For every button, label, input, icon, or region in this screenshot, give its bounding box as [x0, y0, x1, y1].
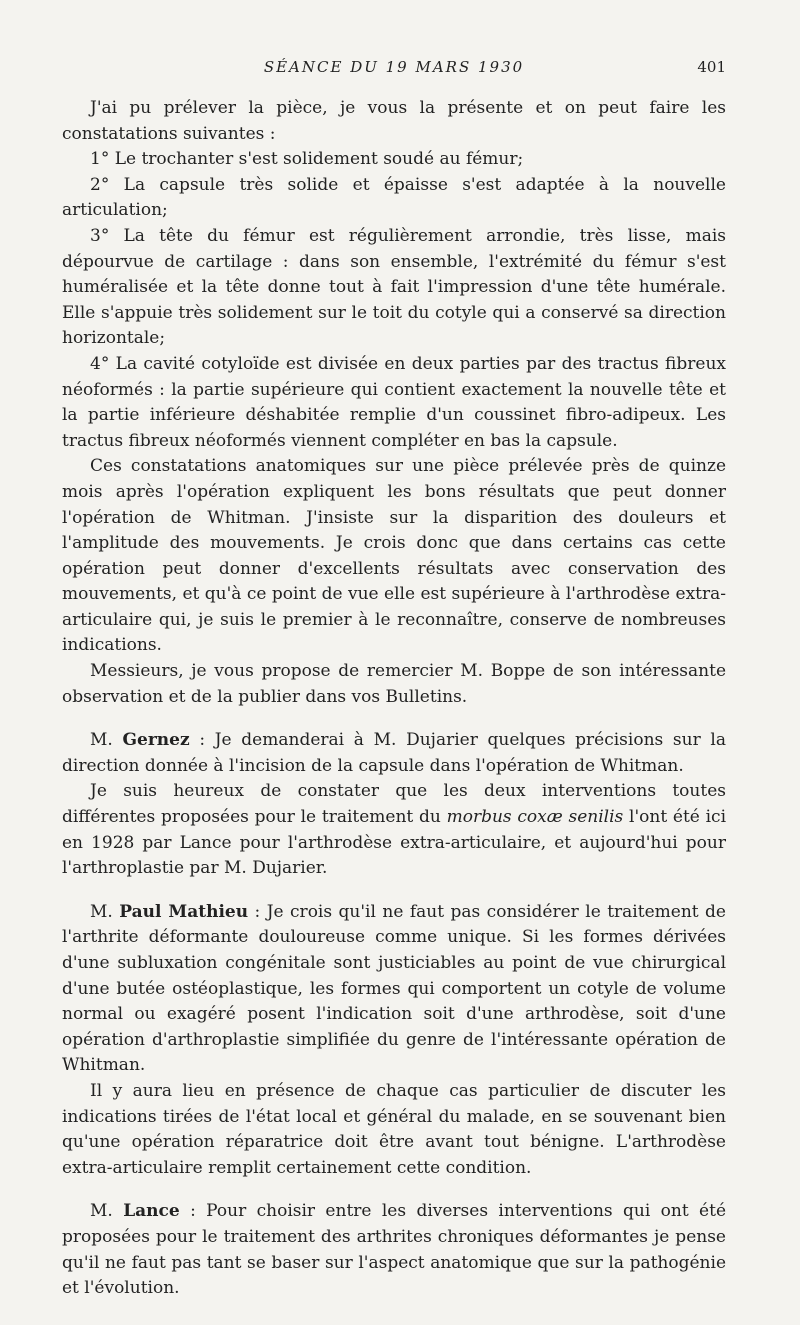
speaker-prefix: M.: [90, 730, 123, 751]
mathieu-intervention: [62, 900, 726, 1079]
lance-intervention: [62, 1199, 726, 1301]
page: [62, 58, 726, 1302]
running-title: SÉANCE DU 19 MARS 1930: [263, 58, 525, 76]
latin-term: morbus coxæ senilis: [446, 807, 624, 828]
section-spacer: [62, 1181, 726, 1199]
paragraph-conclusion: Messieurs, je vous propose de remercier M. Boppe de son intéressante observation et de la publier dans vos Bulletins.: [62, 661, 726, 707]
list-item-3: 3° La tête du fémur est régulièrement arrondie, très lisse, mais dépourvue de cartilage : dans son ensemble, l'extrémité du fémur s'est huméralisée et la tête donne tout à fait l'impression d'une tête humérale. Elle s'appuie très solidement sur le toit du cotyle qui a conservé sa direction horizontale;: [62, 225, 726, 349]
gernez-text-2b: l'ont été ici en 1928 par Lance pour l'arthrodèse extra-articulaire, et aujourd'hui pour l'arthroplastie par M. Dujarier.: [62, 807, 727, 879]
gernez-text-1: : Je demanderai à M. Dujarier quelques précisions sur la direction donnée à l'incision de la capsule dans l'opération de Whitman.: [62, 730, 726, 776]
paragraph-intro: J'ai pu prélever la pièce, je vous la présente et on peut faire les constatations suivantes :: [62, 98, 726, 144]
page-number: 401: [697, 58, 726, 76]
list-item-2: 2° La capsule très solide et épaisse s'est adaptée à la nouvelle articulation;: [62, 174, 726, 221]
page-header: [62, 58, 726, 88]
lance-text-1: : Pour choisir entre les diverses interventions qui ont été proposées pour le traitement des arthrites chroniques déformantes je pense qu'il ne faut pas tant se baser sur l'aspect anatomique que sur la pathogénie et l'évolution.: [62, 1201, 727, 1299]
speaker-prefix: M.: [90, 1201, 124, 1222]
paragraph-constatations: Ces constatations anatomiques sur une pièce prélevée près de quinze mois après l'opération expliquent les bons résultats que peut donner l'opération de Whitman. J'insiste sur la disparition des douleurs et l'amplitude des mouvements. Je crois donc que dans certains cas cette opération peut donner d'excellents résultats avec conservation des mouvements, et qu'à ce point de vue elle est supérieure à l'arthrodèse extra-articulaire qui, je suis le premier à le reconnaître, conserve de nombreuses indications.: [62, 456, 726, 656]
section-spacer: [62, 710, 726, 728]
section-spacer: [62, 882, 726, 900]
gernez-paragraph-2: [62, 779, 726, 881]
gernez-text-2a: Je suis heureux de constater que les deux interventions toutes différentes proposées pour le traitement du: [62, 781, 726, 828]
speaker-name-gernez: Gernez: [122, 730, 190, 751]
list-item-4: 4° La cavité cotyloïde est divisée en deux parties par des tractus fibreux néoformés : la partie supérieure qui contient exactement la nouvelle tête et la partie inférieure déshabitée remplie d'un coussinet fibro-adipeux. Les tractus fibreux néoformés viennent compléter en bas la capsule.: [62, 353, 726, 451]
speaker-name-lance: Lance: [123, 1201, 180, 1222]
speaker-name-mathieu: Paul Mathieu: [119, 901, 249, 922]
mathieu-paragraph-2: Il y aura lieu en présence de chaque cas particulier de discuter les indications tirées de l'état local et général du malade, en se souvenant bien qu'une opération réparatrice doit être avant tout bénigne. L'arthrodèse extra-articulaire remplit certainement cette condition.: [62, 1080, 726, 1178]
speaker-prefix: M.: [90, 901, 120, 922]
list-item-1: 1° Le trochanter s'est solidement soudé au fémur;: [90, 149, 524, 170]
mathieu-text-1: : Je crois qu'il ne faut pas considérer le traitement de l'arthrite déformante douloureuse comme unique. Si les formes dérivées d'une subluxation congénitale sont justiciables au point de vue chirurgical d'une butée ostéoplastique, les formes qui comportent un cotyle de volume normal ou exagéré posent l'indication soit d'une arthrodèse, soit d'une opération d'arthroplastie simplifiée du genre de l'intéressante opération de Whitman.: [62, 901, 726, 1076]
gernez-intervention: [62, 728, 726, 779]
